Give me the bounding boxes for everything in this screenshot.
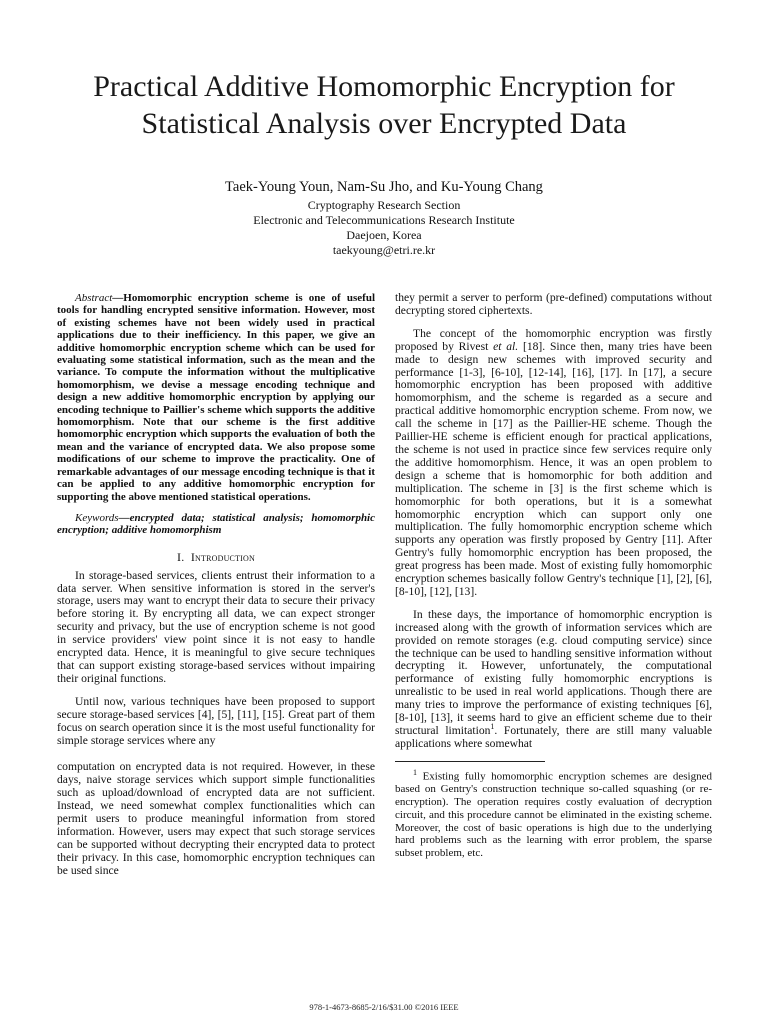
author-names: Taek-Young Youn, Nam-Su Jho, and Ku-Young Chang [225,179,543,195]
footnote-reference: 1 [490,722,495,732]
right-paragraph-3 [395,609,712,751]
abstract-dash: — [112,292,124,304]
left-column [57,292,375,878]
keywords-text: encrypted data; statistical analysis; homomorphic encryption; additive homomorphism [57,511,375,537]
section-heading-introduction [57,551,375,564]
right-paragraph-1: they permit a server to perform (pre-defined) computations without decrypting stored ciphertexts. [395,291,712,317]
author-institute: Electronic and Telecommunications Research Institute [253,213,515,227]
copyright-footer: 978-1-4673-8685-2/16/$31.00 ©2016 IEEE [309,1002,459,1012]
right-paragraph-2-etal: et al. [493,339,519,353]
right-column [395,292,712,860]
right-paragraph-2-b: [18]. Since then, many tries have been made to design new schemes with improved security and performance [1-3], [6-10], [12-14], [16], [17]. In [17], a secure homomorphic encryption has been proposed with additive homomorphism, and the scheme is regarded as a secure and practical additive homomorphic encryption scheme. From now, we call the scheme in [17] as the Paillier-HE scheme. Though the Paillier-HE scheme is efficient enough for practical applications, the scheme is not used in practice since few services require only the additive homomorphism. Hence, it was an open problem to design a scheme that is homomorphic for both addition and multiplication. The scheme in [3] is the first scheme which is homomorphic for both operations, but it is a somewhat homomorphic encryption which can support only one multiplication. The fully homomorphic encryption scheme which supports any operation was firstly proposed by Gentry [11]. After Gentry's fully homomorphic encryption has been proposed, the great progress has been made. Most of existing fully homomorphic encryption schemes basically follow Gentry's technique [1], [2], [6], [8-10], [12], [13]. [395,339,713,598]
right-paragraph-2 [395,328,712,599]
section-title: Introduction [190,549,255,564]
author-section: Cryptography Research Section [307,198,461,212]
footnote-mark: 1 [413,767,417,777]
right-paragraph-3-a: In these days, the importance of homomorphic encryption is increased along with the growth of information services which are provided on remote storages (e.g. cloud computing service) since the technique can be used to handling sensitive information without decrypting it. However, unfortunately, the computational performance of existing fully homomorphic encryptions is unrealistic to be used in real world applications. Though there are many tries to improve the performance of existing techniques [6], [8-10], [13], it seems hard to give an efficient scheme due to their structural limitation [395,607,712,737]
right-paragraph-3-b: . Fortunately, there are still many valuable applications where somewhat [395,724,712,750]
footnote [395,767,712,860]
title-line-2: Statistical Analysis over Encrypted Data [141,107,627,140]
intro-paragraph-2: Until now, various techniques have been proposed to support secure storage-based services [4], [5], [11], [15]. Great part of them focus on search operation since it is the most useful functionality for simple storage services where any [57,694,375,747]
intro-paragraph-1: In storage-based services, clients entrust their information to a data server. When sensitive information is stored in the server's storage, users may want to encrypt their data to secure their privacy before storing it. By encrypting all data, we can expect stronger security and privacy, but the use of encryption scheme is not good in service providers' view point since it is not easy to handle encrypted data. Hence, it is meaningful to give secure techniques that can support existing storage-based services without impairing their original functions. [57,568,375,685]
keywords-dash: — [118,511,130,524]
abstract [57,292,375,503]
keywords [57,512,375,537]
keywords-label: Keywords [75,511,119,524]
abstract-label: Abstract [75,292,113,304]
footnote-text: Existing fully homomorphic encryption schemes are designed based on Gentry's construction technique so-called squashing (or re-encryption). The operation requires costly evaluation of decryption circuit, and this procedure cannot be eliminated in the existing scheme. Moreover, the cost of basic operations is high due to the underlying hard problems such as the learning with error problem, the sparse subset problem, etc. [395,770,712,860]
author-location: Daejoen, Korea [346,228,422,242]
author-block [60,180,708,258]
intro-paragraph-3: computation on encrypted data is not required. However, in these days, naive storage services which support simple functionalities such as upload/download of encrypted data are not sufficient. Instead, we need somewhat complex functionalities which can permit users to produce meaningful information from stored information. However, users may expect that such storage services can be supported without decrypting their encrypted data to protect their privacy. In this case, homomorphic encryption techniques can be used since [57,760,375,877]
footnote-divider [395,761,545,762]
author-email: taekyoung@etri.re.kr [332,243,436,257]
paper-title [40,68,728,142]
section-numeral: I. [177,549,185,564]
title-line-1: Practical Additive Homomorphic Encryption for [93,70,675,103]
right-paragraph-2-a: The concept of the homomorphic encryption was firstly proposed by Rivest [395,326,712,353]
abstract-text: Homomorphic encryption scheme is one of useful tools for handling encrypted sensitive information. However, most of existing schemes have not been widely used in practical applications due to their inefficiency. In this paper, we give an additive homomorphic encryption scheme which can be used for evaluating some statistical information, such as the mean and the variance. To compute the information without the multiplicative homomorphism, we devise a message encoding technique and design a new additive homomorphic encryption by applying our encoding technique to Paillier's scheme which supports the additive homomorphism. Note that our scheme is the first additive homomorphic encryption which supports the evaluation of both the mean and the variance of encrypted data. We also propose some modifications of our scheme to improve the practicality. One of remarkable advantages of our message encoding technique is that it can be applied to any additive homomorphic encryption for supporting the above mentioned statistical operations. [57,292,375,503]
